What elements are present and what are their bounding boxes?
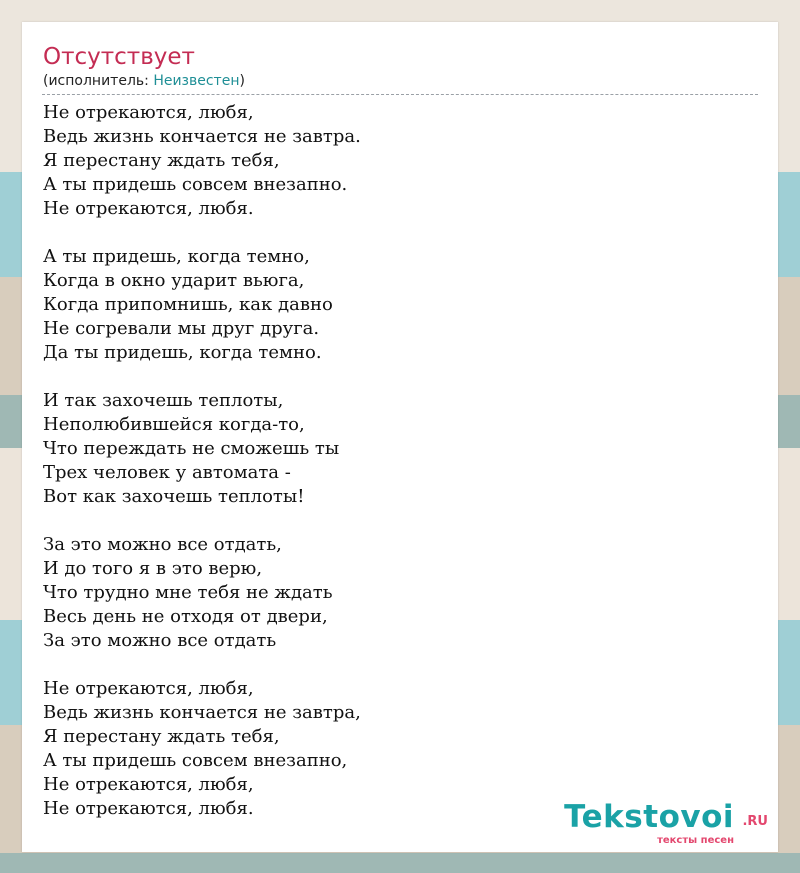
lyrics-line: Вот как захочешь теплоты!: [43, 486, 305, 507]
lyrics-line: Не отрекаются, любя.: [43, 198, 254, 219]
lyrics-stanza: [43, 101, 758, 221]
lyrics-line: Когда в окно ударит вьюга,: [43, 270, 305, 291]
artist-link[interactable]: Неизвестен: [153, 73, 240, 89]
lyrics-line: Трех человек у автомата -: [43, 462, 291, 483]
lyrics-line: Не согревали мы друг друга.: [43, 318, 320, 339]
lyrics-line: А ты придешь, когда темно,: [43, 246, 310, 267]
lyrics-stanza: [43, 245, 758, 365]
lyrics-line: Ведь жизнь кончается не завтра,: [43, 702, 361, 723]
lyrics-stanza: [43, 533, 758, 653]
lyrics-line: Не отрекаются, любя,: [43, 102, 254, 123]
lyrics-line: Я перестану ждать тебя,: [43, 726, 280, 747]
logo-tagline: тексты песен: [657, 835, 734, 846]
lyrics-line: Не отрекаются, любя,: [43, 774, 254, 795]
lyrics-line: Весь день не отходя от двери,: [43, 606, 328, 627]
title-divider: [42, 94, 758, 95]
lyrics-line: Не отрекаются, любя,: [43, 678, 254, 699]
logo-wordmark: Tekstovoi: [564, 799, 734, 835]
song-title: Отсутствует: [43, 44, 195, 70]
lyrics-line: Что трудно мне тебя не ждать: [43, 582, 333, 603]
lyrics-line: И так захочешь теплоты,: [43, 390, 284, 411]
lyrics-stanza: [43, 389, 758, 509]
lyrics-line: Когда припомнишь, как давно: [43, 294, 333, 315]
lyrics-line: Да ты придешь, когда темно.: [43, 342, 322, 363]
artist-suffix: ): [239, 73, 245, 89]
lyrics-line: И до того я в это верю,: [43, 558, 263, 579]
lyrics-line: За это можно все отдать: [43, 630, 277, 651]
lyrics-line: Что переждать не сможешь ты: [43, 438, 340, 459]
logo-domain-suffix: .RU: [742, 814, 768, 829]
artist-prefix: (исполнитель:: [43, 73, 154, 89]
background-stripe: [0, 853, 800, 873]
lyrics-line: Я перестану ждать тебя,: [43, 150, 280, 171]
lyrics-line: А ты придешь совсем внезапно.: [43, 174, 348, 195]
site-logo[interactable]: [563, 798, 768, 848]
artist-meta: [43, 72, 758, 90]
lyrics-line: Ведь жизнь кончается не завтра.: [43, 126, 361, 147]
lyrics-line: За это можно все отдать,: [43, 534, 282, 555]
lyrics-line: А ты придешь совсем внезапно,: [43, 750, 348, 771]
lyrics-card: [22, 22, 778, 852]
lyrics-line: Не отрекаются, любя.: [43, 798, 254, 819]
lyrics-text: [43, 101, 758, 821]
lyrics-line: Неполюбившейся когда-то,: [43, 414, 305, 435]
